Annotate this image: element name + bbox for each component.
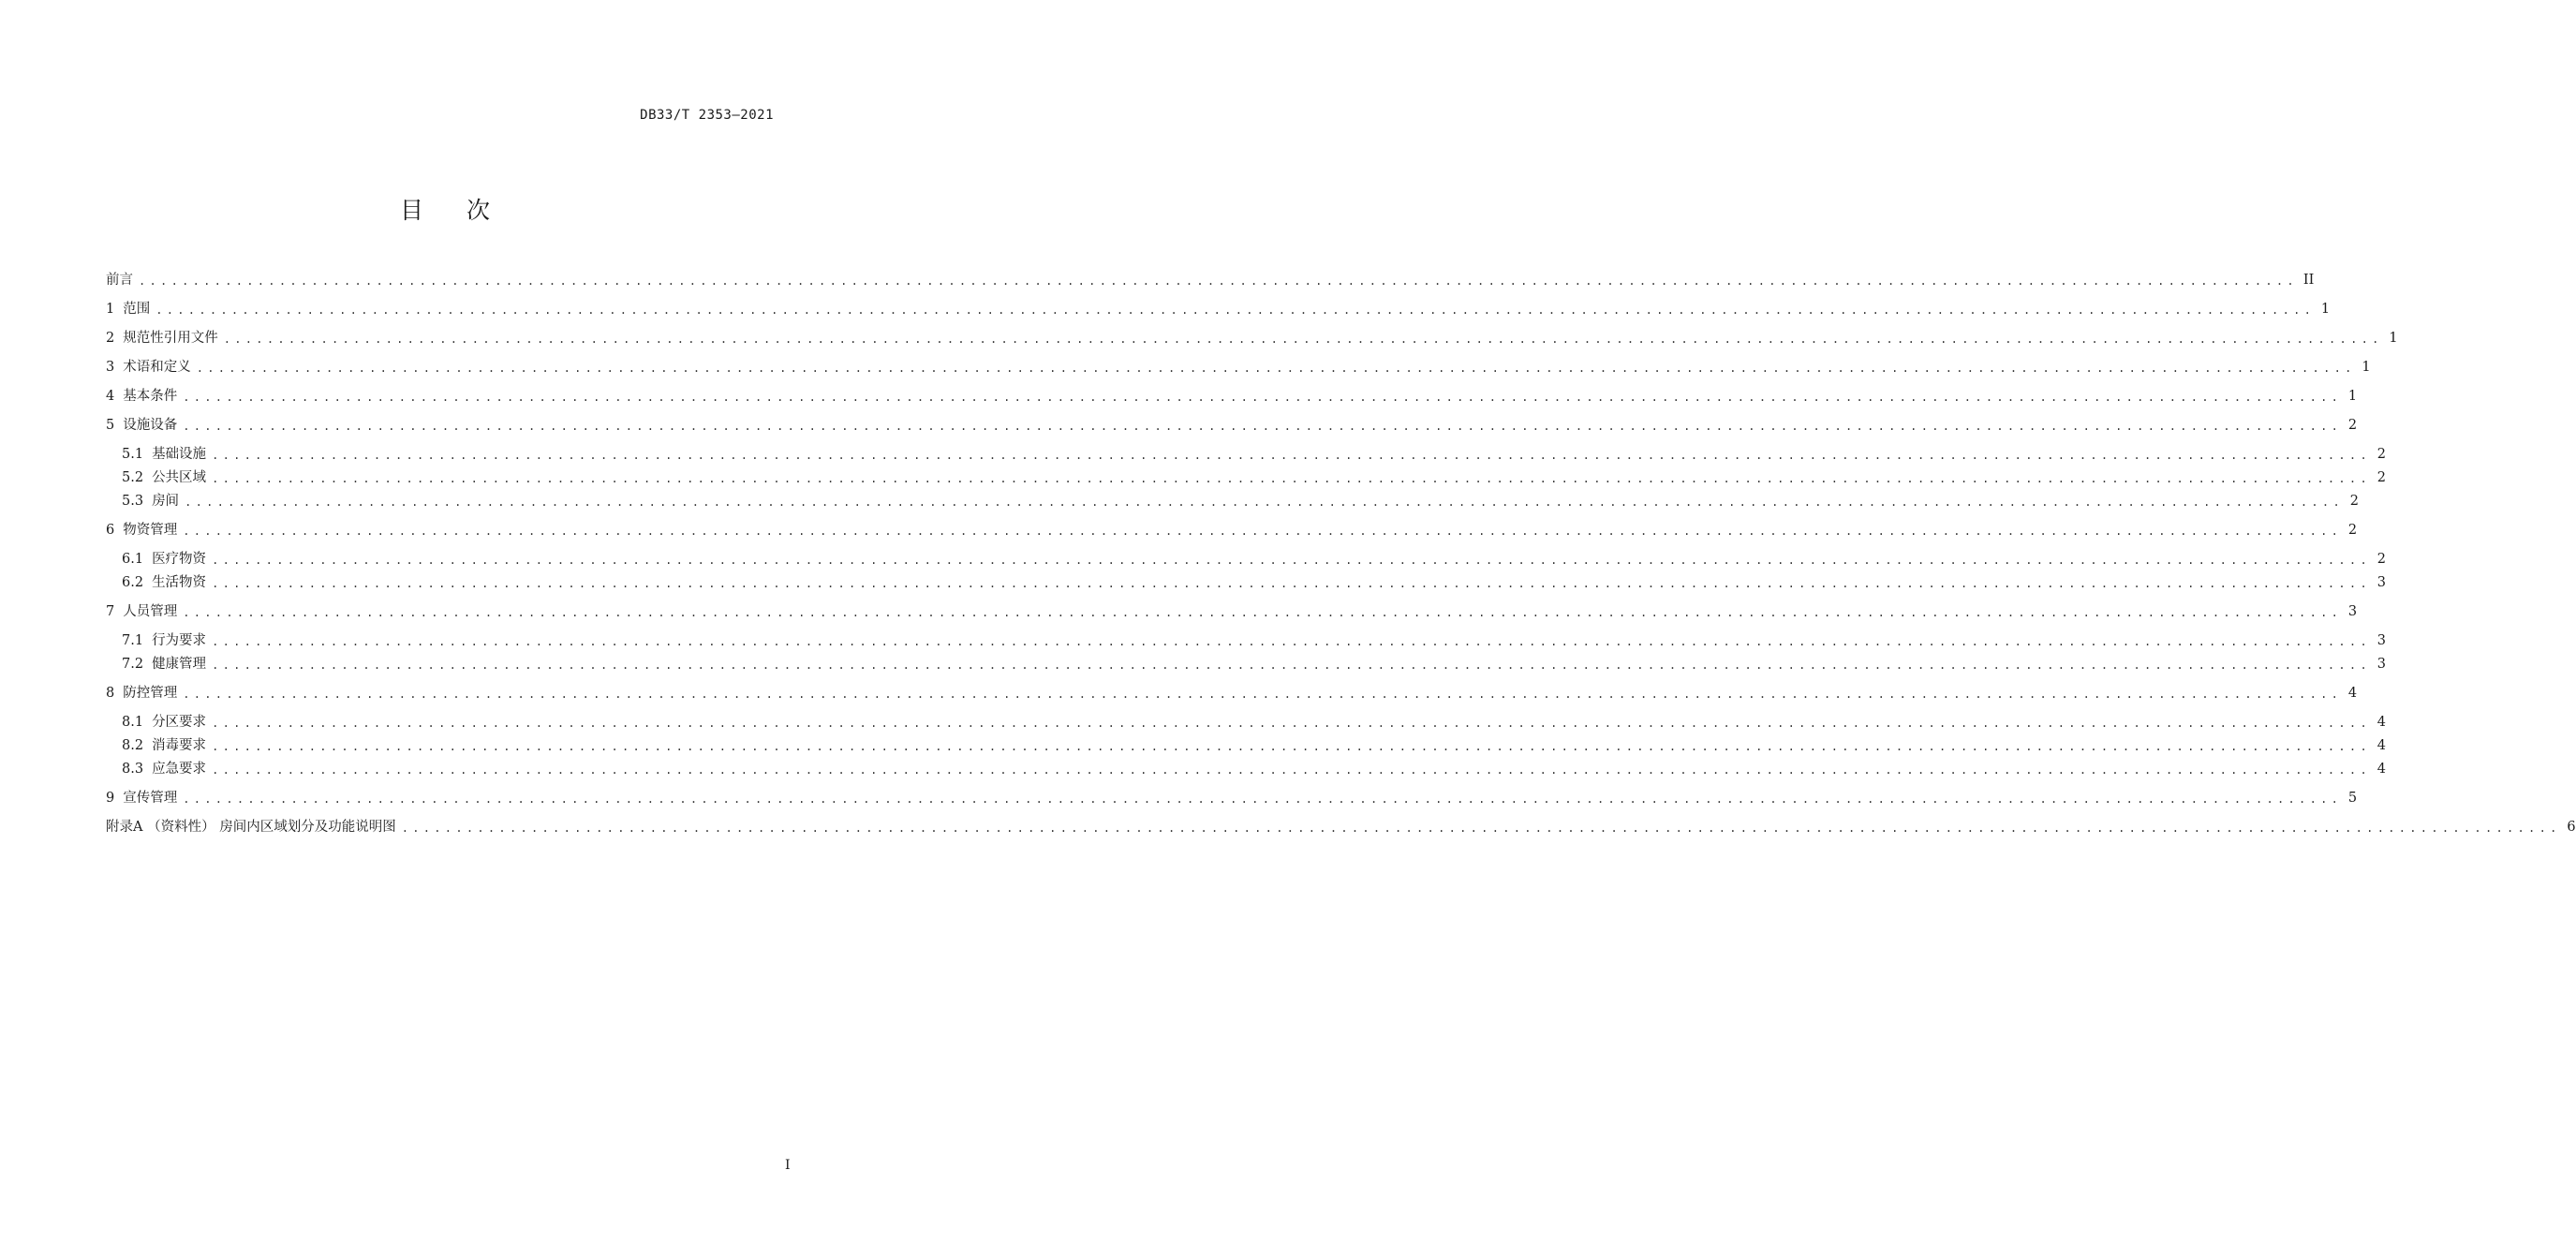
- toc-number: 8.3: [122, 762, 144, 777]
- toc-label: 宣传管理: [123, 791, 178, 806]
- toc-leader-dots: ........................................................................................................................................................................................................: [185, 496, 2344, 509]
- toc-leader-dots: ........................................................................................................................................................................................................: [183, 391, 2343, 404]
- toc-row[interactable]: [106, 271, 2315, 289]
- toc-label: 基础设施: [152, 447, 207, 462]
- toc-page-number: 2: [2347, 418, 2358, 433]
- toc-page-number: 2: [2376, 552, 2386, 567]
- page-title-char-2: 次: [466, 197, 491, 224]
- toc-row[interactable]: [106, 387, 2358, 406]
- toc-number: 8.2: [122, 738, 144, 753]
- doc-code: DB33/T 2353—2021: [640, 108, 774, 123]
- toc-row[interactable]: [122, 468, 2386, 487]
- toc-leader-dots: ........................................................................................................................................................................................................: [183, 606, 2343, 619]
- toc-row[interactable]: [106, 300, 2331, 318]
- page-title-char-1: 目: [399, 197, 423, 224]
- toc-leader-dots: ........................................................................................................................................................................................................: [183, 688, 2343, 701]
- toc-number: 7: [106, 604, 115, 619]
- toc-row[interactable]: [106, 521, 2358, 540]
- toc-label: 设施设备: [123, 418, 178, 433]
- toc-label: 生活物资: [152, 575, 207, 590]
- toc-row[interactable]: [122, 760, 2386, 778]
- toc-leader-dots: ........................................................................................................................................................................................................: [183, 792, 2343, 806]
- toc-page-number: 4: [2347, 686, 2358, 701]
- toc-page-number: 4: [2376, 762, 2386, 777]
- toc-leader-dots: ........................................................................................................................................................................................................: [139, 274, 2298, 288]
- toc-label: 健康管理: [152, 657, 207, 672]
- toc-row[interactable]: [122, 736, 2386, 755]
- toc-page-number: 2: [2349, 494, 2359, 509]
- toc-label: 消毒要求: [152, 738, 207, 753]
- toc-leader-dots: ........................................................................................................................................................................................................: [212, 472, 2371, 485]
- toc-row[interactable]: [122, 550, 2386, 569]
- toc-label: 术语和定义: [123, 360, 191, 375]
- toc-number: 3: [106, 360, 115, 375]
- toc-leader-dots: ........................................................................................................................................................................................................: [212, 635, 2371, 648]
- toc-leader-dots: ........................................................................................................................................................................................................: [212, 763, 2371, 777]
- toc-page-number: 4: [2376, 715, 2386, 730]
- toc-label: 房间: [152, 494, 180, 509]
- toc-label: 医疗物资: [152, 552, 207, 567]
- toc-page-number: 2: [2376, 447, 2386, 462]
- toc-leader-dots: ........................................................................................................................................................................................................: [196, 362, 2356, 375]
- toc-leader-dots: ........................................................................................................................................................................................................: [183, 420, 2343, 433]
- toc-label: 范围: [123, 302, 151, 317]
- toc-leader-dots: ........................................................................................................................................................................................................: [223, 333, 2383, 346]
- toc-label: 附录A （资料性） 房间内区域划分及功能说明图: [106, 820, 396, 835]
- toc-row[interactable]: [106, 818, 2576, 837]
- toc-page-number: II: [2302, 273, 2315, 288]
- toc-leader-dots: ........................................................................................................................................................................................................: [155, 304, 2316, 317]
- toc-label: 基本条件: [123, 389, 178, 404]
- toc-row[interactable]: [122, 445, 2386, 464]
- toc-leader-dots: ........................................................................................................................................................................................................: [212, 659, 2371, 672]
- toc-row[interactable]: [106, 329, 2398, 348]
- toc-row[interactable]: [106, 684, 2358, 703]
- toc-leader-dots: ........................................................................................................................................................................................................: [183, 525, 2343, 538]
- toc-number: 6: [106, 523, 115, 538]
- toc-page-number: 1: [2347, 389, 2358, 404]
- toc-page-number: 1: [2361, 360, 2371, 375]
- toc-label: 公共区域: [152, 470, 207, 485]
- toc-row[interactable]: [106, 789, 2358, 807]
- toc-row[interactable]: [106, 358, 2371, 377]
- toc-leader-dots: ........................................................................................................................................................................................................: [212, 717, 2371, 730]
- toc-number: 1: [106, 302, 115, 317]
- toc-number: 5.3: [122, 494, 144, 509]
- toc-number: 8: [106, 686, 115, 701]
- toc-page-number: 6: [2567, 820, 2576, 835]
- toc-number: 8.1: [122, 715, 144, 730]
- toc-row[interactable]: [122, 492, 2359, 511]
- toc-number: 2: [106, 331, 115, 346]
- toc-row[interactable]: [122, 631, 2386, 650]
- toc-leader-dots: ........................................................................................................................................................................................................: [212, 577, 2371, 590]
- toc-leader-dots: ........................................................................................................................................................................................................: [212, 740, 2371, 753]
- toc-label: 行为要求: [152, 633, 207, 648]
- toc-page-number: 5: [2347, 791, 2358, 806]
- toc-row[interactable]: [106, 602, 2358, 621]
- toc-leader-dots: ........................................................................................................................................................................................................: [212, 449, 2371, 462]
- page-number: I: [785, 1158, 791, 1173]
- toc-label: 规范性引用文件: [123, 331, 218, 346]
- toc-page-number: 3: [2376, 575, 2386, 590]
- toc-number: 9: [106, 791, 115, 806]
- toc-row[interactable]: [122, 655, 2386, 674]
- toc-page-number: 1: [2320, 302, 2331, 317]
- toc-number: 6.1: [122, 552, 144, 567]
- toc-number: 4: [106, 389, 115, 404]
- toc-page-number: 4: [2376, 738, 2386, 753]
- toc-number: 5: [106, 418, 115, 433]
- toc-label: 前言: [106, 273, 133, 288]
- toc-page-number: 2: [2376, 470, 2386, 485]
- toc-row[interactable]: [122, 713, 2386, 732]
- toc-number: 5.2: [122, 470, 144, 485]
- toc-label: 应急要求: [152, 762, 207, 777]
- toc-number: 7.2: [122, 657, 144, 672]
- toc-page-number: 2: [2347, 523, 2358, 538]
- toc-number: 5.1: [122, 447, 144, 462]
- toc-row[interactable]: [122, 573, 2386, 592]
- toc-leader-dots: ........................................................................................................................................................................................................: [212, 554, 2371, 567]
- page-title: [0, 192, 890, 226]
- toc-label: 分区要求: [152, 715, 207, 730]
- toc-page-number: 3: [2347, 604, 2358, 619]
- toc-page-number: 1: [2389, 331, 2398, 346]
- toc-page-number: 3: [2376, 633, 2386, 648]
- toc-label: 物资管理: [123, 523, 178, 538]
- toc-number: 7.1: [122, 633, 144, 648]
- toc-row[interactable]: [106, 416, 2358, 435]
- toc-page-number: 3: [2376, 657, 2386, 672]
- toc-label: 防控管理: [123, 686, 178, 701]
- toc-number: 6.2: [122, 575, 144, 590]
- toc-leader-dots: ........................................................................................................................................................................................................: [401, 822, 2561, 835]
- toc-label: 人员管理: [123, 604, 178, 619]
